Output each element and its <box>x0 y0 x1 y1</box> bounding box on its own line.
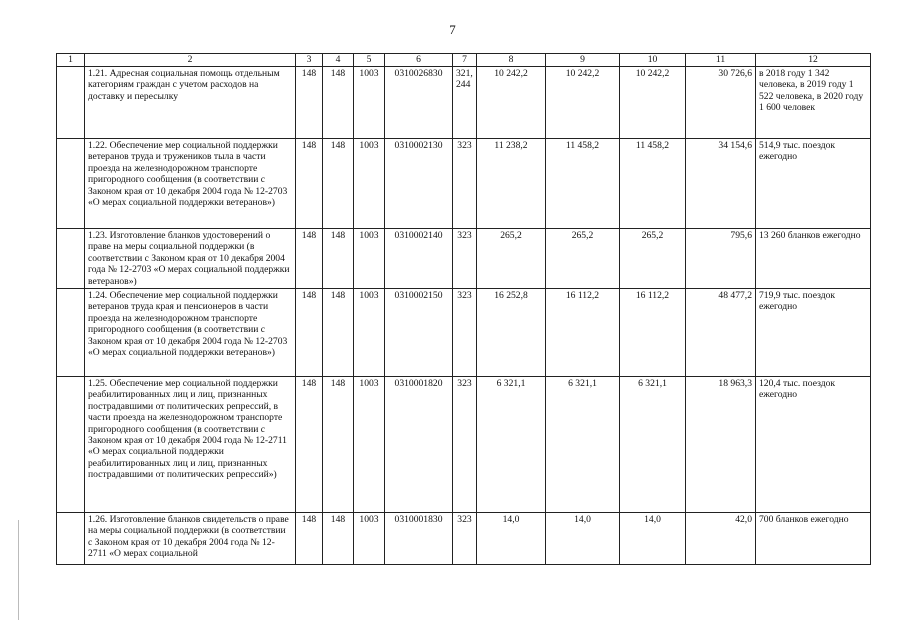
cell-col8: 16 252,8 <box>477 289 546 377</box>
col-header-3: 3 <box>296 54 323 67</box>
cell-col3: 148 <box>296 377 323 513</box>
cell-col11: 48 477,2 <box>686 289 756 377</box>
cell-col12: 13 260 бланков ежегодно <box>756 229 871 289</box>
col-header-8: 8 <box>477 54 546 67</box>
col-header-12: 12 <box>756 54 871 67</box>
cell-col5: 1003 <box>354 513 385 565</box>
cell-col11: 795,6 <box>686 229 756 289</box>
row-description: 1.22. Обеспечение мер социальной поддержки ветеранов труда и тружеников тыла в части проезда на железнодорожном транспорте пригородного сообщения (в соответствии с Законом края от 10 декабря 2004 года № 12-2703 «О мерах социальной поддержки ветеранов») <box>85 139 296 229</box>
cell-col8: 6 321,1 <box>477 377 546 513</box>
cell-col12: в 2018 году 1 342 человека, в 2019 году 1 522 человека, в 2020 году 1 600 человек <box>756 67 871 139</box>
cell-col5: 1003 <box>354 289 385 377</box>
cell-col6: 0310001820 <box>385 377 453 513</box>
cell-col5: 1003 <box>354 139 385 229</box>
row-number-cell <box>57 139 85 229</box>
cell-col10: 16 112,2 <box>620 289 686 377</box>
cell-col7: 321, 244 <box>453 67 477 139</box>
col-header-2: 2 <box>85 54 296 67</box>
row-description: 1.21. Адресная социальная помощь отдельным категориям граждан с учетом расходов на доставку и пересылку <box>85 67 296 139</box>
col-header-9: 9 <box>546 54 620 67</box>
table-row <box>57 377 871 513</box>
cell-col7: 323 <box>453 229 477 289</box>
cell-col5: 1003 <box>354 377 385 513</box>
col-header-6: 6 <box>385 54 453 67</box>
cell-col7: 323 <box>453 289 477 377</box>
row-number-cell <box>57 513 85 565</box>
cell-col12: 120,4 тыс. поездок ежегодно <box>756 377 871 513</box>
table-row <box>57 289 871 377</box>
cell-col4: 148 <box>323 289 354 377</box>
cell-col10: 11 458,2 <box>620 139 686 229</box>
row-description: 1.24. Обеспечение мер социальной поддержки ветеранов труда края и пенсионеров в части проезда на железнодорожном транспорте пригородного сообщения (в соответствии с Законом края от 10 декабря 2004 года № 12-2703 «О мерах социальной поддержки ветеранов») <box>85 289 296 377</box>
table-row <box>57 139 871 229</box>
cell-col12: 719,9 тыс. поездок ежегодно <box>756 289 871 377</box>
scan-edge-line <box>18 520 19 620</box>
row-description: 1.23. Изготовление бланков удостоверений о праве на меры социальной поддержки (в соответствии с Законом края от 10 декабря 2004 года № 12-2703 «О мерах социальной поддержки ветеранов») <box>85 229 296 289</box>
cell-col7: 323 <box>453 377 477 513</box>
row-number-cell <box>57 377 85 513</box>
cell-col9: 265,2 <box>546 229 620 289</box>
cell-col5: 1003 <box>354 67 385 139</box>
col-header-4: 4 <box>323 54 354 67</box>
col-header-10: 10 <box>620 54 686 67</box>
cell-col7: 323 <box>453 513 477 565</box>
cell-col9: 14,0 <box>546 513 620 565</box>
cell-col10: 14,0 <box>620 513 686 565</box>
cell-col8: 14,0 <box>477 513 546 565</box>
cell-col3: 148 <box>296 139 323 229</box>
cell-col3: 148 <box>296 289 323 377</box>
col-header-7: 7 <box>453 54 477 67</box>
budget-table <box>56 53 871 565</box>
cell-col11: 42,0 <box>686 513 756 565</box>
row-description: 1.25. Обеспечение мер социальной поддержки реабилитированных лиц и лиц, признанных пострадавшими от политических репрессий, в части проезда на железнодорожном транспорте пригородного сообщения (в соответствии с Законом края от 10 декабря 2004 года № 12-2711 «О мерах социальной поддержки реабилитированных лиц и лиц, признанных пострадавшими от политических репрессий») <box>85 377 296 513</box>
cell-col10: 6 321,1 <box>620 377 686 513</box>
cell-col9: 16 112,2 <box>546 289 620 377</box>
cell-col4: 148 <box>323 513 354 565</box>
cell-col8: 10 242,2 <box>477 67 546 139</box>
cell-col6: 0310026830 <box>385 67 453 139</box>
col-header-1: 1 <box>57 54 85 67</box>
cell-col9: 10 242,2 <box>546 67 620 139</box>
cell-col4: 148 <box>323 67 354 139</box>
cell-col11: 34 154,6 <box>686 139 756 229</box>
cell-col12: 700 бланков ежегодно <box>756 513 871 565</box>
cell-col7: 323 <box>453 139 477 229</box>
col-header-5: 5 <box>354 54 385 67</box>
cell-col11: 18 963,3 <box>686 377 756 513</box>
cell-col5: 1003 <box>354 229 385 289</box>
cell-col12: 514,9 тыс. поездок ежегодно <box>756 139 871 229</box>
cell-col11: 30 726,6 <box>686 67 756 139</box>
cell-col4: 148 <box>323 377 354 513</box>
cell-col3: 148 <box>296 513 323 565</box>
header-row <box>57 54 871 67</box>
cell-col6: 0310001830 <box>385 513 453 565</box>
cell-col10: 265,2 <box>620 229 686 289</box>
row-number-cell <box>57 289 85 377</box>
cell-col9: 6 321,1 <box>546 377 620 513</box>
cell-col6: 0310002140 <box>385 229 453 289</box>
row-number-cell <box>57 229 85 289</box>
table-row <box>57 513 871 565</box>
cell-col4: 148 <box>323 229 354 289</box>
cell-col3: 148 <box>296 67 323 139</box>
row-number-cell <box>57 67 85 139</box>
cell-col6: 0310002150 <box>385 289 453 377</box>
col-header-11: 11 <box>686 54 756 67</box>
table-row <box>57 67 871 139</box>
cell-col8: 265,2 <box>477 229 546 289</box>
page-number: 7 <box>449 22 456 37</box>
table-row <box>57 229 871 289</box>
cell-col3: 148 <box>296 229 323 289</box>
cell-col9: 11 458,2 <box>546 139 620 229</box>
cell-col6: 0310002130 <box>385 139 453 229</box>
cell-col4: 148 <box>323 139 354 229</box>
row-description: 1.26. Изготовление бланков свидетельств о праве на меры социальной поддержки (в соответствии с Законом края от 10 декабря 2004 года № 12-2711 «О мерах социальной <box>85 513 296 565</box>
cell-col8: 11 238,2 <box>477 139 546 229</box>
cell-col10: 10 242,2 <box>620 67 686 139</box>
